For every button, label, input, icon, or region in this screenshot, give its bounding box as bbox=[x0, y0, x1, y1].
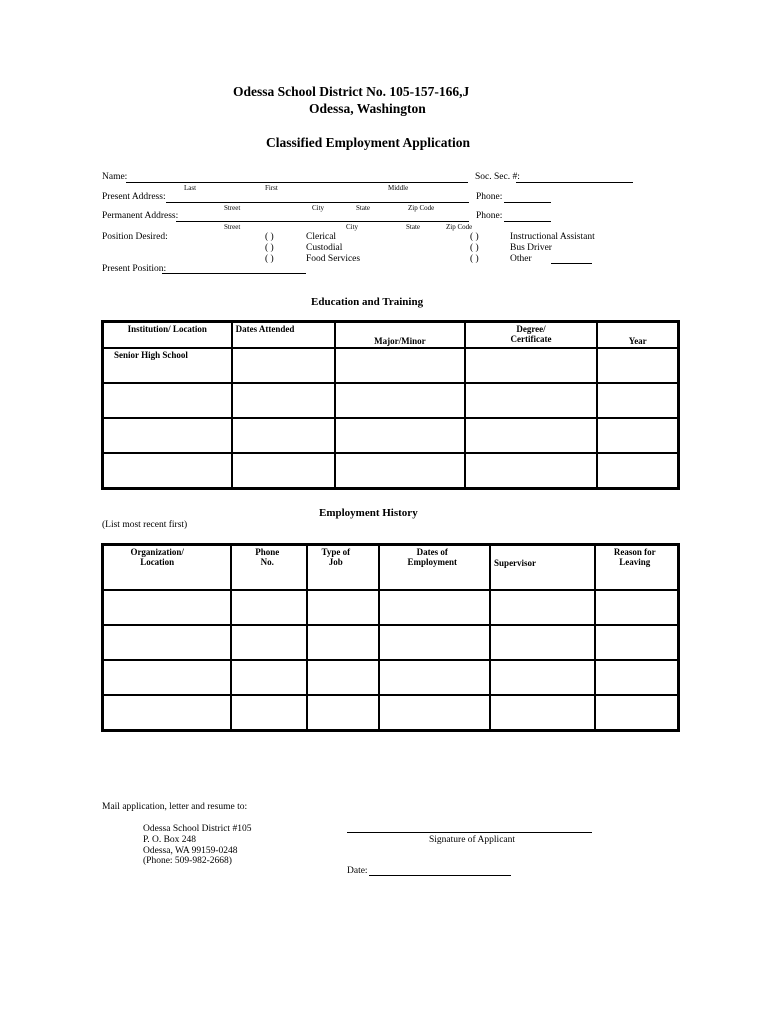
table-cell[interactable] bbox=[597, 453, 678, 488]
date-field[interactable] bbox=[369, 875, 511, 876]
table-cell[interactable] bbox=[103, 695, 231, 730]
other-field[interactable] bbox=[551, 263, 592, 264]
last-caption: Last bbox=[184, 184, 197, 192]
table-header-row bbox=[103, 545, 678, 590]
clerical-checkbox[interactable]: ( ) bbox=[265, 232, 274, 242]
ssn-field[interactable] bbox=[516, 182, 633, 183]
ssn-label: Soc. Sec. #: bbox=[475, 172, 520, 182]
table-cell[interactable] bbox=[307, 625, 378, 660]
table-row bbox=[103, 348, 678, 383]
table-row bbox=[103, 660, 678, 695]
table-cell[interactable] bbox=[307, 660, 378, 695]
column-header: Year bbox=[597, 322, 678, 348]
other-checkbox[interactable]: ( ) bbox=[470, 254, 479, 264]
column-header: Type of Job bbox=[307, 545, 378, 590]
present-position-field[interactable] bbox=[162, 273, 306, 274]
table-cell[interactable] bbox=[103, 383, 232, 418]
table-cell[interactable] bbox=[490, 695, 595, 730]
clerical-option: Clerical bbox=[306, 232, 337, 242]
table-cell[interactable]: Senior High School bbox=[103, 348, 232, 383]
table-cell[interactable] bbox=[232, 383, 336, 418]
state-caption: State bbox=[406, 223, 420, 231]
city-caption: City bbox=[312, 204, 325, 212]
table-cell[interactable] bbox=[231, 590, 307, 625]
present-phone-label: Phone: bbox=[476, 192, 503, 202]
present-address-label: Present Address: bbox=[102, 192, 166, 202]
zip-caption: Zip Code bbox=[446, 223, 473, 231]
table-row bbox=[103, 695, 678, 730]
table-cell[interactable] bbox=[231, 625, 307, 660]
table-cell[interactable] bbox=[103, 453, 232, 488]
table-row bbox=[103, 383, 678, 418]
table-row bbox=[103, 418, 678, 453]
table-cell[interactable] bbox=[465, 383, 598, 418]
table-cell[interactable] bbox=[335, 418, 464, 453]
employment-note: (List most recent first) bbox=[102, 520, 188, 530]
signature-field[interactable] bbox=[347, 832, 592, 833]
name-field[interactable] bbox=[126, 182, 468, 183]
table-cell[interactable] bbox=[307, 590, 378, 625]
table-cell[interactable] bbox=[231, 660, 307, 695]
column-header: Reason for Leaving bbox=[595, 545, 678, 590]
employment-table bbox=[101, 543, 680, 732]
date-label: Date: bbox=[347, 866, 368, 876]
name-label: Name: bbox=[102, 172, 128, 182]
instructional-assistant-option: Instructional Assistant bbox=[510, 232, 595, 242]
district-location: Odessa, Washington bbox=[309, 101, 426, 116]
employment-heading: Employment History bbox=[319, 507, 418, 519]
table-cell[interactable] bbox=[490, 590, 595, 625]
zip-caption: Zip Code bbox=[408, 204, 435, 212]
table-cell[interactable] bbox=[490, 660, 595, 695]
column-header: Dates Attended bbox=[232, 322, 336, 348]
column-header: Supervisor bbox=[490, 545, 595, 590]
table-cell[interactable] bbox=[335, 383, 464, 418]
table-cell[interactable] bbox=[597, 348, 678, 383]
table-cell[interactable] bbox=[595, 695, 678, 730]
table-row bbox=[103, 453, 678, 488]
district-name: Odessa School District No. 105-157-166,J bbox=[233, 84, 470, 99]
table-cell[interactable] bbox=[103, 418, 232, 453]
table-cell[interactable] bbox=[232, 453, 336, 488]
instructional-assistant-checkbox[interactable]: ( ) bbox=[470, 232, 479, 242]
table-cell[interactable] bbox=[103, 590, 231, 625]
table-row bbox=[103, 625, 678, 660]
education-heading: Education and Training bbox=[311, 296, 424, 308]
signature-label: Signature of Applicant bbox=[429, 835, 516, 845]
present-position-label: Present Position: bbox=[102, 264, 167, 274]
custodial-checkbox[interactable]: ( ) bbox=[265, 243, 274, 253]
table-cell[interactable] bbox=[465, 453, 598, 488]
middle-caption: Middle bbox=[388, 184, 409, 192]
permanent-address-field[interactable] bbox=[176, 221, 469, 222]
state-caption: State bbox=[356, 204, 370, 212]
column-header: Institution/ Location bbox=[103, 322, 232, 348]
table-cell[interactable] bbox=[597, 418, 678, 453]
position-desired-label: Position Desired: bbox=[102, 232, 168, 242]
table-cell[interactable] bbox=[103, 660, 231, 695]
table-cell[interactable] bbox=[335, 348, 464, 383]
column-header: Phone No. bbox=[231, 545, 307, 590]
street-caption: Street bbox=[224, 204, 241, 212]
table-cell[interactable] bbox=[595, 660, 678, 695]
table-cell[interactable] bbox=[379, 625, 491, 660]
mailing-address-line: Odessa, WA 99159-0248 bbox=[143, 846, 238, 856]
mailing-address-line: Odessa School District #105 bbox=[143, 824, 252, 834]
mailing-address-line: (Phone: 509-982-2668) bbox=[143, 856, 232, 866]
permanent-phone-field[interactable] bbox=[504, 221, 551, 222]
table-cell[interactable] bbox=[379, 695, 491, 730]
permanent-phone-label: Phone: bbox=[476, 211, 503, 221]
table-cell[interactable] bbox=[103, 625, 231, 660]
column-header: Organization/ Location bbox=[103, 545, 231, 590]
mail-instructions: Mail application, letter and resume to: bbox=[102, 802, 248, 812]
city-caption: City bbox=[346, 223, 359, 231]
permanent-address-label: Permanent Address: bbox=[102, 211, 179, 221]
table-cell[interactable] bbox=[465, 348, 598, 383]
education-table bbox=[101, 320, 680, 490]
table-cell[interactable] bbox=[465, 418, 598, 453]
food-services-checkbox[interactable]: ( ) bbox=[265, 254, 274, 264]
present-phone-field[interactable] bbox=[504, 202, 551, 203]
table-header-row bbox=[103, 322, 678, 348]
table-cell[interactable] bbox=[595, 625, 678, 660]
form-title: Classified Employment Application bbox=[266, 135, 471, 150]
table-cell[interactable] bbox=[231, 695, 307, 730]
street-caption: Street bbox=[224, 223, 241, 231]
column-header: Degree/ Certificate bbox=[465, 322, 598, 348]
mailing-address-line: P. O. Box 248 bbox=[143, 835, 197, 845]
table-cell[interactable] bbox=[595, 590, 678, 625]
table-cell[interactable] bbox=[490, 625, 595, 660]
bus-driver-option: Bus Driver bbox=[510, 243, 552, 253]
first-caption: First bbox=[265, 184, 278, 192]
table-cell[interactable] bbox=[379, 660, 491, 695]
table-cell[interactable] bbox=[597, 383, 678, 418]
table-cell[interactable] bbox=[232, 418, 336, 453]
custodial-option: Custodial bbox=[306, 243, 343, 253]
present-address-field[interactable] bbox=[166, 202, 469, 203]
column-header: Major/Minor bbox=[335, 322, 464, 348]
column-header: Dates of Employment bbox=[379, 545, 491, 590]
other-option: Other bbox=[510, 254, 532, 264]
table-row bbox=[103, 590, 678, 625]
table-cell[interactable] bbox=[307, 695, 378, 730]
food-services-option: Food Services bbox=[306, 254, 361, 264]
table-cell[interactable] bbox=[379, 590, 491, 625]
bus-driver-checkbox[interactable]: ( ) bbox=[470, 243, 479, 253]
table-cell[interactable] bbox=[335, 453, 464, 488]
table-cell[interactable] bbox=[232, 348, 336, 383]
